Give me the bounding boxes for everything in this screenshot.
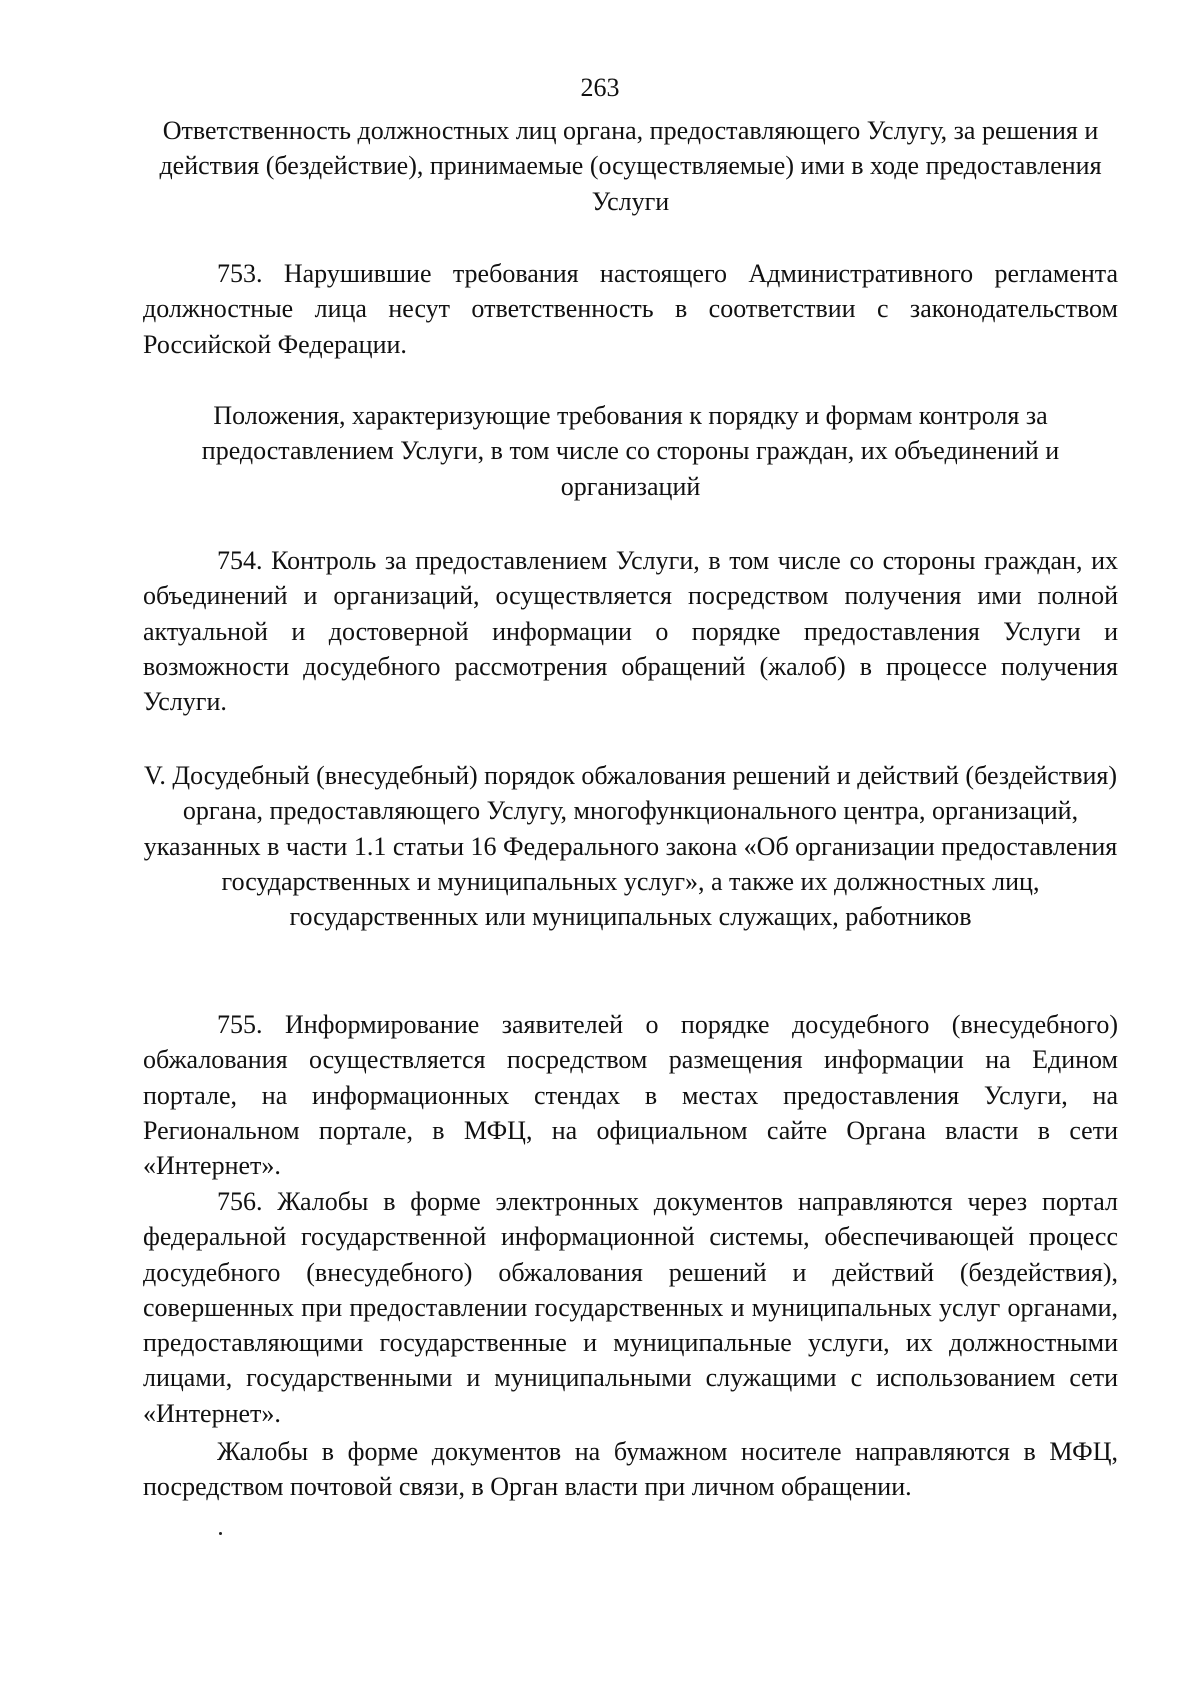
heading-section-v: V. Досудебный (внесудебный) порядок обжалования решений и действий (бездействия) органа, предоставляющего Услугу, многофункционального центра, организаций, указанных в части 1.1 статьи 16 Федерального закона «Об организации предоставления государственных и муниципальных услуг», а также их должностных лиц, государственных или муниципальных служащих, работников [143,761,1118,932]
page-number: 263 [580,73,620,102]
paragraph-753: 753. Нарушившие требования настоящего Административного регламента должностные лица несут ответственность в соответствии с законодательством Российской Федерации. [143,259,1118,359]
paragraph-756: 756. Жалобы в форме электронных документов направляются через портал федеральной государственной информационной системы, обеспечивающей процесс досудебного (внесудебного) обжалования решений и действий (бездействия), совершенных при предоставлении государственных и муниципальных услуг органами, предоставляющими государственные и муниципальные услуги, их должностными лицами, государственными и муниципальными служащими с использованием сети «Интернет». [143,1187,1118,1428]
paragraph-756-paper: Жалобы в форме документов на бумажном носителе направляются в МФЦ, посредством почтовой связи, в Орган власти при личном обращении. [143,1437,1118,1502]
paragraph-754: 754. Контроль за предоставлением Услуги, в том числе со стороны граждан, их объединений и организаций, осуществляется посредством получения ими полной актуальной и достоверной информации о порядке предоставления Услуги и возможности досудебного рассмотрения обращений (жалоб) в процессе получения Услуги. [143,546,1118,717]
heading-responsibility: Ответственность должностных лиц органа, предоставляющего Услугу, за решения и действия (бездействие), принимаемые (осуществляемые) ими в ходе предоставления Услуги [159,116,1102,216]
heading-control: Положения, характеризующие требования к порядку и формам контроля за предоставлением Услуги, в том числе со стороны граждан, их объединений и организаций [201,401,1060,501]
stray-dot-mark [219,1532,222,1535]
paragraph-755: 755. Информирование заявителей о порядке досудебного (внесудебного) обжалования осуществляется посредством размещения информации на Едином портале, на информационных стендах в местах предоставления Услуги, на Региональном портале, в МФЦ, на официальном сайте Органа власти в сети «Интернет». [143,1010,1118,1181]
